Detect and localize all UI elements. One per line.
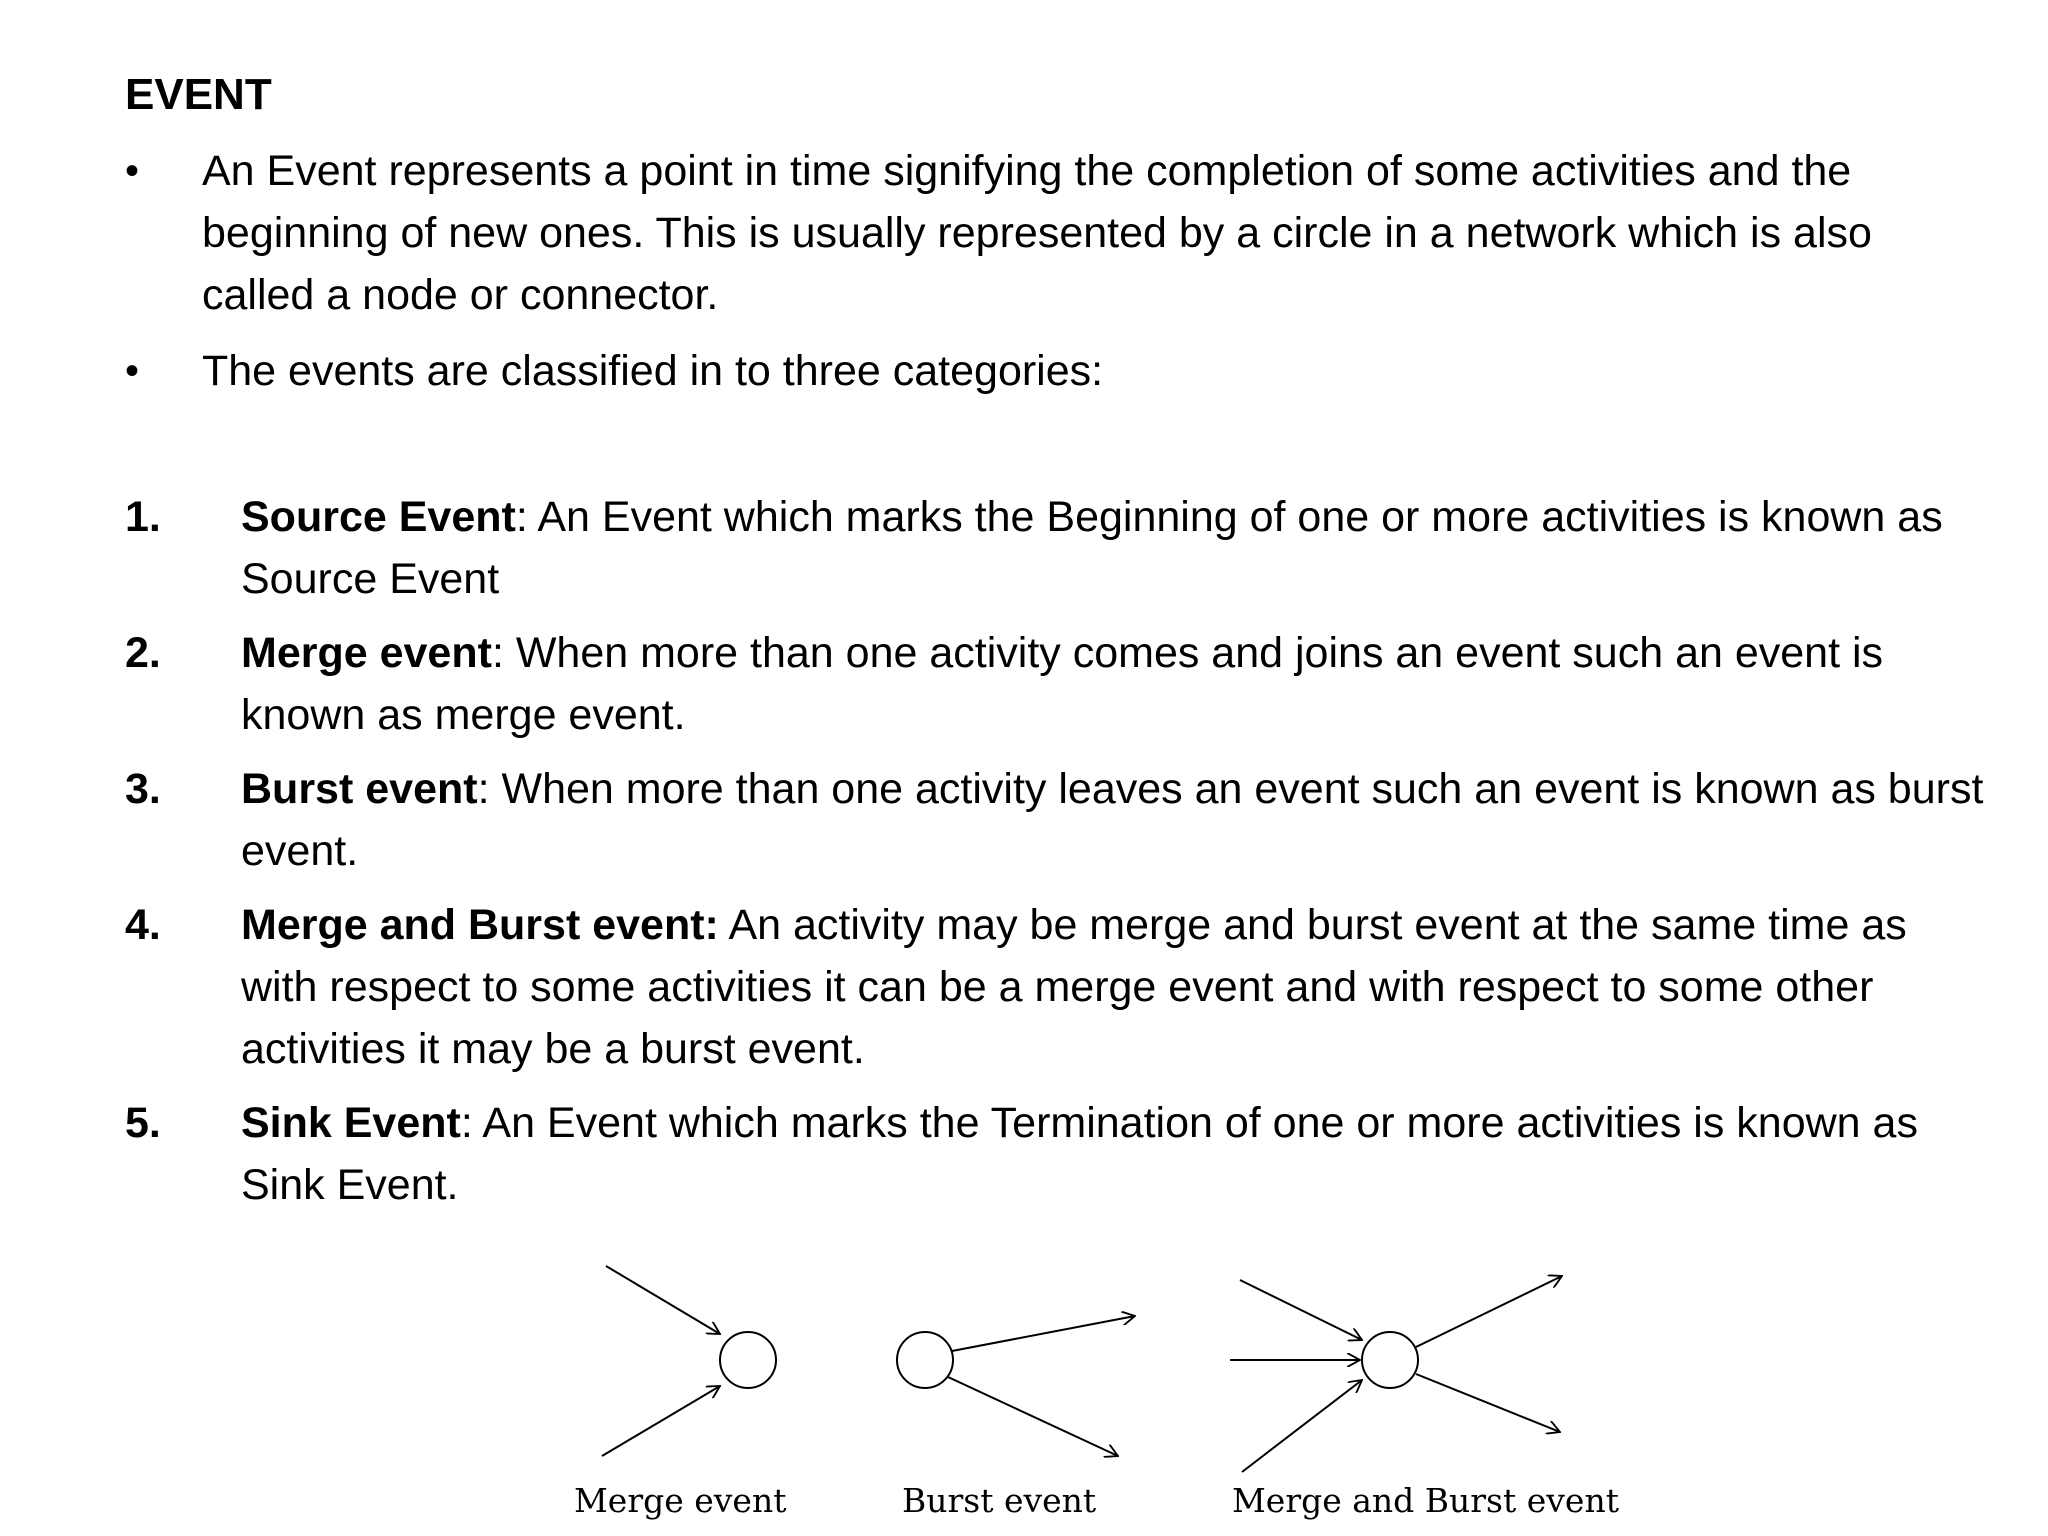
event-node	[720, 1332, 776, 1388]
category-number: 1.	[125, 493, 161, 541]
category-item	[125, 894, 1985, 1080]
incoming-arrow	[1240, 1280, 1362, 1340]
bullet-marker: •	[125, 349, 140, 393]
merge-burst-event-figure	[1230, 1276, 1619, 1520]
category-item	[125, 486, 1985, 610]
category-term-suffix: :	[460, 1099, 473, 1147]
bullet-list	[125, 140, 1985, 416]
incoming-arrow	[1242, 1380, 1362, 1472]
outgoing-arrow	[1416, 1374, 1560, 1432]
merge-event-caption: Merge event	[574, 1481, 787, 1520]
category-term: Sink Event	[241, 1099, 461, 1147]
category-number: 5.	[125, 1099, 161, 1147]
category-text: An Event which marks the Beginning of one or more activities is known as Source Event	[241, 493, 1943, 603]
category-item	[125, 622, 1985, 746]
category-text: When more than one activity leaves an event such an event is known as burst event.	[241, 765, 1984, 875]
category-term: Burst event	[241, 765, 478, 813]
category-item	[125, 1092, 1985, 1216]
category-item	[125, 758, 1985, 882]
category-number: 3.	[125, 765, 161, 813]
outgoing-arrow	[1416, 1276, 1562, 1347]
bullet-item	[125, 340, 1985, 402]
category-term-suffix: :	[491, 629, 504, 677]
bullet-text: The events are classified in to three categories:	[202, 347, 1104, 395]
category-list	[125, 486, 1985, 1228]
bullet-marker: •	[125, 149, 140, 193]
category-term: Merge and Burst event:	[241, 901, 719, 949]
slide-title: EVENT	[125, 70, 272, 119]
event-node	[1362, 1332, 1418, 1388]
category-text: An activity may be merge and burst event at the same time as with respect to some activities it can be a merge event and with respect to some other activities it may be a burst event.	[241, 901, 1907, 1073]
category-term: Merge event	[241, 629, 492, 677]
category-text: When more than one activity comes and joins an event such an event is known as merge event.	[241, 629, 1884, 739]
incoming-arrow	[602, 1386, 720, 1456]
merge-burst-event-caption: Merge and Burst event	[1232, 1481, 1619, 1520]
merge-event-figure	[574, 1266, 786, 1520]
category-text: An Event which marks the Termination of one or more activities is known as Sink Event.	[241, 1099, 1918, 1209]
category-number: 2.	[125, 629, 161, 677]
burst-event-caption: Burst event	[902, 1481, 1097, 1520]
burst-event-figure	[897, 1316, 1135, 1520]
event-types-diagram	[540, 1250, 1640, 1530]
category-term-suffix: :	[477, 765, 490, 813]
event-node	[897, 1332, 953, 1388]
outgoing-arrow	[948, 1377, 1118, 1456]
category-number: 4.	[125, 901, 161, 949]
incoming-arrow	[606, 1266, 720, 1334]
bullet-item	[125, 140, 1985, 326]
event-types-svg	[540, 1250, 1640, 1530]
category-term-suffix: :	[515, 493, 528, 541]
category-term: Source Event	[241, 493, 516, 541]
bullet-text: An Event represents a point in time signifying the completion of some activities and the beginning of new ones. This is usually represented by a circle in a network which is also called a node or connector.	[202, 147, 1872, 319]
outgoing-arrow	[952, 1316, 1135, 1351]
